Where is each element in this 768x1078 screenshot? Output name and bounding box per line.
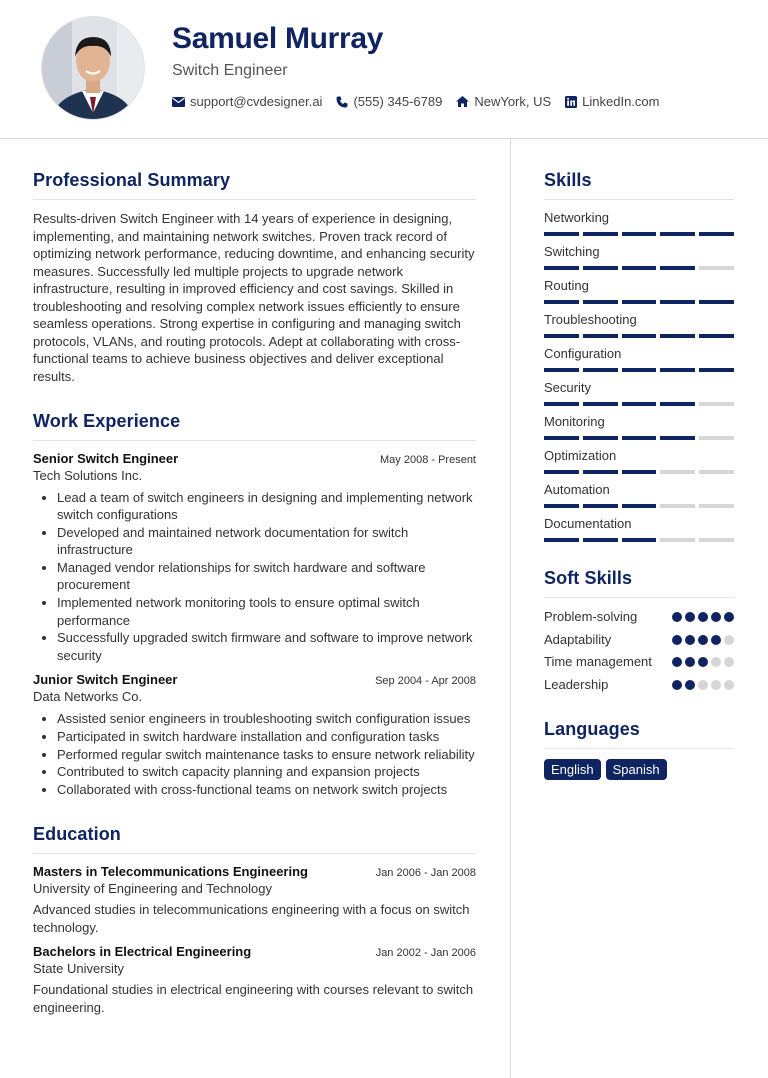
contact-list <box>172 94 674 109</box>
job-company: Data Networks Co. <box>33 688 143 704</box>
skill-level-segment-empty <box>660 504 695 508</box>
skill-level-segment-filled <box>583 402 618 406</box>
education-school: University of Engineering and Technology <box>33 881 272 897</box>
rating-dot-filled <box>698 612 708 622</box>
job-bullet: • Managed vendor relationships for switch hardware and software procurement <box>57 559 476 594</box>
job-bullet: • Implemented network monitoring tools to ensure optimal switch performance <box>57 594 476 629</box>
rating-dot-filled <box>685 635 695 645</box>
job-company: Tech Solutions Inc. <box>33 468 143 483</box>
job-bullet: • Performed regular switch maintenance tasks to ensure network reliability <box>57 746 476 763</box>
soft-skill-item <box>544 653 734 671</box>
skill-name: Configuration <box>544 346 622 361</box>
skill-level-segment-filled <box>622 436 657 440</box>
skill-level-segment-empty <box>660 538 695 542</box>
skill-name: Troubleshooting <box>544 312 637 327</box>
skill-item <box>544 278 734 304</box>
skill-item <box>544 346 734 372</box>
skill-level-segment-empty <box>699 538 734 542</box>
soft-skill-rating <box>669 680 734 690</box>
job-bullet: • Contributed to switch capacity planning and expansion projects <box>57 763 476 780</box>
column-divider <box>510 139 511 1078</box>
rating-dot-filled <box>685 680 695 690</box>
skill-level-segment-filled <box>699 300 734 304</box>
soft-skill-name: Problem-solving <box>544 609 638 624</box>
skill-item <box>544 380 734 406</box>
job-dates: Sep 2004 - Apr 2008 <box>375 674 476 687</box>
skill-level-segment-filled <box>622 266 657 270</box>
job-bullet: • Assisted senior engineers in troubleshooting switch configuration issues <box>57 710 476 727</box>
skill-level-segment-filled <box>583 300 618 304</box>
contact-linkedin-text: LinkedIn.com <box>582 94 660 109</box>
skill-level-segment-filled <box>583 436 618 440</box>
language-badge: English <box>544 759 601 780</box>
linkedin-icon <box>565 96 577 108</box>
contact-phone[interactable] <box>336 94 442 109</box>
education-dates: Jan 2002 - Jan 2006 <box>375 947 476 960</box>
skill-name: Networking <box>544 210 610 225</box>
skill-level-segment-filled <box>622 402 657 406</box>
skill-level-bar <box>544 368 734 372</box>
rating-dot-filled <box>685 657 695 667</box>
education-description: Advanced studies in telecommunications engineering with a focus on switch technology. <box>33 902 470 935</box>
education-degree: Bachelors in Electrical Engineering <box>33 944 252 960</box>
skill-level-segment-filled <box>622 232 657 236</box>
skill-level-segment-filled <box>583 368 618 372</box>
skills-section <box>544 170 734 542</box>
rating-dot-filled <box>711 635 721 645</box>
skill-level-segment-filled <box>544 436 579 440</box>
job-bullet: • Participated in switch hardware installation and configuration tasks <box>57 728 476 745</box>
skill-level-segment-filled <box>660 232 695 236</box>
skill-level-segment-filled <box>660 334 695 338</box>
skill-level-segment-filled <box>699 368 734 372</box>
skill-level-bar <box>544 334 734 338</box>
education-description: Foundational studies in electrical engineering with courses relevant to switch engineering. <box>33 982 474 1015</box>
rating-dot-filled <box>672 680 682 690</box>
skill-level-segment-filled <box>544 266 579 270</box>
skill-level-segment-filled <box>622 504 657 508</box>
skill-name: Switching <box>544 244 600 259</box>
skills-heading: Skills <box>544 170 734 200</box>
skill-item <box>544 244 734 270</box>
skills-list <box>544 210 734 542</box>
summary-text: Results-driven Switch Engineer with 14 years of experience in designing, implementing, and maintaining network switches. Proven track record of optimizing network performance, reducing downtime, and enhancing security measures. Successfully led multiple projects to upgrade network infrastructure, resulting in improved efficiency and cost savings. Skilled in troubleshooting and resolving complex network issues efficiently to ensure seamless operations. Strong expertise in configuring and managing switch protocols, VLANs, and routing protocols. Adept at collaborating with cross-functional teams to achieve business objectives and deliver exceptional results. <box>33 211 475 384</box>
rating-dot-filled <box>698 657 708 667</box>
skill-level-segment-filled <box>660 266 695 270</box>
skill-level-bar <box>544 504 734 508</box>
rating-dot-filled <box>685 612 695 622</box>
job-role: Senior Switch Engineer <box>33 451 179 466</box>
skill-item <box>544 312 734 338</box>
avatar <box>42 17 144 119</box>
resume-header <box>0 0 768 139</box>
skill-name: Optimization <box>544 448 617 463</box>
skill-level-segment-filled <box>544 334 579 338</box>
skill-level-segment-filled <box>660 402 695 406</box>
main-column <box>33 170 476 1016</box>
contact-email[interactable] <box>172 94 322 109</box>
skill-level-bar <box>544 402 734 406</box>
skill-level-segment-filled <box>583 334 618 338</box>
skill-level-segment-filled <box>583 470 618 474</box>
job-bullet: • Successfully upgraded switch firmware and software to improve network security <box>57 629 476 664</box>
skill-level-segment-filled <box>583 266 618 270</box>
skill-item <box>544 516 734 542</box>
rating-dot-empty <box>724 657 734 667</box>
skill-item <box>544 448 734 474</box>
candidate-name: Samuel Murray <box>172 22 384 55</box>
rating-dot-filled <box>672 657 682 667</box>
skill-level-bar <box>544 232 734 236</box>
skill-level-segment-filled <box>699 334 734 338</box>
skill-item <box>544 414 734 440</box>
rating-dot-empty <box>698 680 708 690</box>
phone-icon <box>336 96 348 108</box>
soft-skill-name: Time management <box>544 654 652 669</box>
skill-level-bar <box>544 470 734 474</box>
skill-level-segment-filled <box>622 368 657 372</box>
skill-level-segment-filled <box>583 232 618 236</box>
skill-level-segment-filled <box>583 504 618 508</box>
skill-level-segment-empty <box>699 504 734 508</box>
soft-skill-rating <box>669 657 734 667</box>
skill-name: Automation <box>544 482 610 497</box>
job-entry <box>33 451 476 664</box>
skill-item <box>544 210 734 236</box>
envelope-icon <box>172 97 185 107</box>
education-heading: Education <box>33 824 476 854</box>
education-section <box>33 824 476 1016</box>
skill-level-segment-filled <box>622 334 657 338</box>
contact-email-text: support@cvdesigner.ai <box>190 94 323 109</box>
job-dates: May 2008 - Present <box>380 454 476 466</box>
rating-dot-filled <box>724 612 734 622</box>
skill-name: Routing <box>544 278 589 293</box>
skill-item <box>544 482 734 508</box>
skill-level-segment-empty <box>699 266 734 270</box>
rating-dot-empty <box>711 680 721 690</box>
job-role: Junior Switch Engineer <box>33 671 178 687</box>
soft-skill-name: Adaptability <box>544 631 612 647</box>
education-entry <box>33 944 476 1016</box>
soft-skill-item <box>544 631 734 649</box>
summary-section <box>33 170 476 385</box>
skill-level-segment-filled <box>544 504 579 508</box>
skill-level-segment-filled <box>699 232 734 236</box>
skill-name: Documentation <box>544 516 632 531</box>
rating-dot-filled <box>672 612 682 622</box>
skill-level-segment-empty <box>699 402 734 406</box>
skill-level-segment-filled <box>622 470 657 474</box>
languages-section <box>544 719 734 780</box>
soft-skill-rating <box>669 635 734 645</box>
soft-skill-rating <box>669 612 734 622</box>
experience-section <box>33 411 476 798</box>
soft-skills-list <box>544 608 734 693</box>
soft-skill-name: Leadership <box>544 676 609 692</box>
rating-dot-filled <box>711 612 721 622</box>
job-entry <box>33 672 476 798</box>
languages-heading: Languages <box>544 719 734 749</box>
skill-level-segment-filled <box>544 232 579 236</box>
soft-skills-heading: Soft Skills <box>544 568 734 598</box>
language-list <box>544 759 734 780</box>
job-bullets <box>33 710 476 798</box>
skill-level-segment-filled <box>583 538 618 542</box>
soft-skill-item <box>544 608 734 626</box>
job-bullet: • Lead a team of switch engineers in designing and implementing network switch configurations <box>57 489 476 524</box>
skill-level-segment-filled <box>660 368 695 372</box>
skill-level-segment-empty <box>660 470 695 474</box>
experience-heading: Work Experience <box>33 411 476 441</box>
skill-level-segment-filled <box>622 538 657 542</box>
candidate-title: Switch Engineer <box>172 62 288 79</box>
skill-name: Security <box>544 380 591 395</box>
sidebar-column <box>544 170 734 780</box>
skill-level-segment-filled <box>544 470 579 474</box>
education-dates: Jan 2006 - Jan 2008 <box>375 867 476 880</box>
skill-level-segment-filled <box>544 538 579 542</box>
rating-dot-filled <box>698 635 708 645</box>
contact-linkedin[interactable] <box>565 94 659 109</box>
rating-dot-empty <box>724 680 734 690</box>
summary-heading: Professional Summary <box>33 170 476 200</box>
skill-level-bar <box>544 300 734 304</box>
job-bullet: • Developed and maintained network documentation for switch infrastructure <box>57 524 476 559</box>
job-bullet: • Collaborated with cross-functional teams on network switch projects <box>57 781 476 798</box>
home-icon <box>456 96 469 107</box>
skill-level-segment-empty <box>699 470 734 474</box>
rating-dot-empty <box>711 657 721 667</box>
skill-level-segment-filled <box>660 300 695 304</box>
job-bullets <box>33 489 476 664</box>
skill-level-bar <box>544 538 734 542</box>
language-badge: Spanish <box>606 759 667 780</box>
skill-level-segment-filled <box>622 300 657 304</box>
skill-name: Monitoring <box>544 414 605 429</box>
education-degree: Masters in Telecommunications Engineering <box>33 864 308 880</box>
skill-level-bar <box>544 266 734 270</box>
contact-phone-text: (555) 345-6789 <box>353 94 443 109</box>
education-school: State University <box>33 961 125 977</box>
soft-skills-section <box>544 568 734 693</box>
skill-level-segment-filled <box>544 368 579 372</box>
skill-level-segment-filled <box>544 402 579 406</box>
contact-location <box>456 94 551 109</box>
soft-skill-item <box>544 676 734 694</box>
rating-dot-filled <box>672 635 682 645</box>
skill-level-segment-filled <box>544 300 579 304</box>
skill-level-segment-empty <box>699 436 734 440</box>
education-entry <box>33 864 476 936</box>
rating-dot-empty <box>724 635 734 645</box>
contact-location-text: NewYork, US <box>474 94 552 109</box>
skill-level-segment-filled <box>660 436 695 440</box>
skill-level-bar <box>544 436 734 440</box>
